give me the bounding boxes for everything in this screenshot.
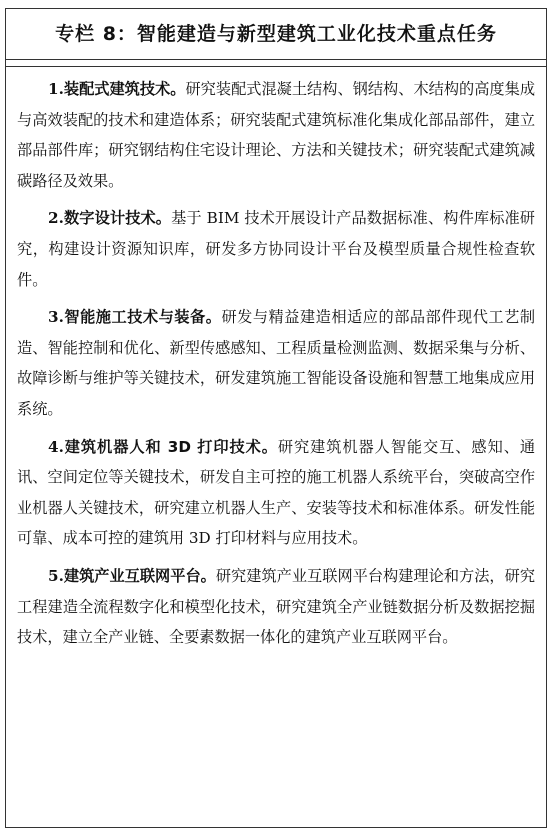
divider	[6, 60, 546, 67]
column-title: 专栏 8：智能建造与新型建筑工业化技术重点任务	[6, 9, 546, 60]
task-number: 4.	[48, 437, 64, 456]
task-heading: 建筑产业互联网平台。	[63, 566, 216, 585]
task-text: 基于 BIM 技术开展设计产品数据标准、构件库标准研究，构建设计资源知识库，研发多方协同设计平台及模型质量合规性检查软件。	[17, 209, 535, 289]
task-heading: 数字设计技术。	[63, 209, 172, 228]
task-item-2	[17, 203, 535, 295]
column-box	[5, 8, 547, 828]
task-heading: 智能施工技术与装备。	[63, 308, 222, 327]
task-text: 研究建筑产业互联网平台构建理论和方法，研究工程建造全流程数字化和模型化技术，研究建筑全产业链数据分析及数据挖掘技术，建立全产业链、全要素数据一体化的建筑产业互联网平台。	[17, 566, 536, 647]
task-number: 2.	[48, 209, 64, 228]
task-list	[6, 67, 546, 653]
task-number: 3.	[48, 308, 64, 327]
task-heading: 装配式建筑技术。	[63, 80, 186, 98]
task-item-3	[17, 302, 535, 424]
task-text: 研发与精益建造相适应的部品部件现代工艺制造、智能控制和优化、新型传感感知、工程质量检测监测、数据采集与分析、故障诊断与维护等关键技术，研发建筑施工智能设备设施和智慧工地集成应用系统。	[17, 308, 536, 418]
task-item-5	[17, 561, 535, 653]
task-number: 5.	[48, 566, 64, 585]
task-number: 1.	[48, 80, 64, 98]
task-heading: 建筑机器人和 3D 打印技术。	[63, 437, 278, 456]
task-text: 研究建筑机器人智能交互、感知、通讯、空间定位等关键技术，研发自主可控的施工机器人系统平台，突破高空作业机器人关键技术，研究建立机器人生产、安装等技术和标准体系。研发性能可靠、成本可控的建筑用 3D 打印材料与应用技术。	[17, 437, 536, 548]
task-text: 研究装配式混凝土结构、钢结构、木结构的高度集成与高效装配的技术和建造体系；研究装配式建筑标准化集成化部品部件，建立部品部件库；研究钢结构住宅设计理论、方法和关键技术；研究装配式建筑减碳路径及效果。	[17, 80, 536, 190]
task-item-1	[17, 74, 535, 196]
task-item-4	[17, 432, 535, 554]
